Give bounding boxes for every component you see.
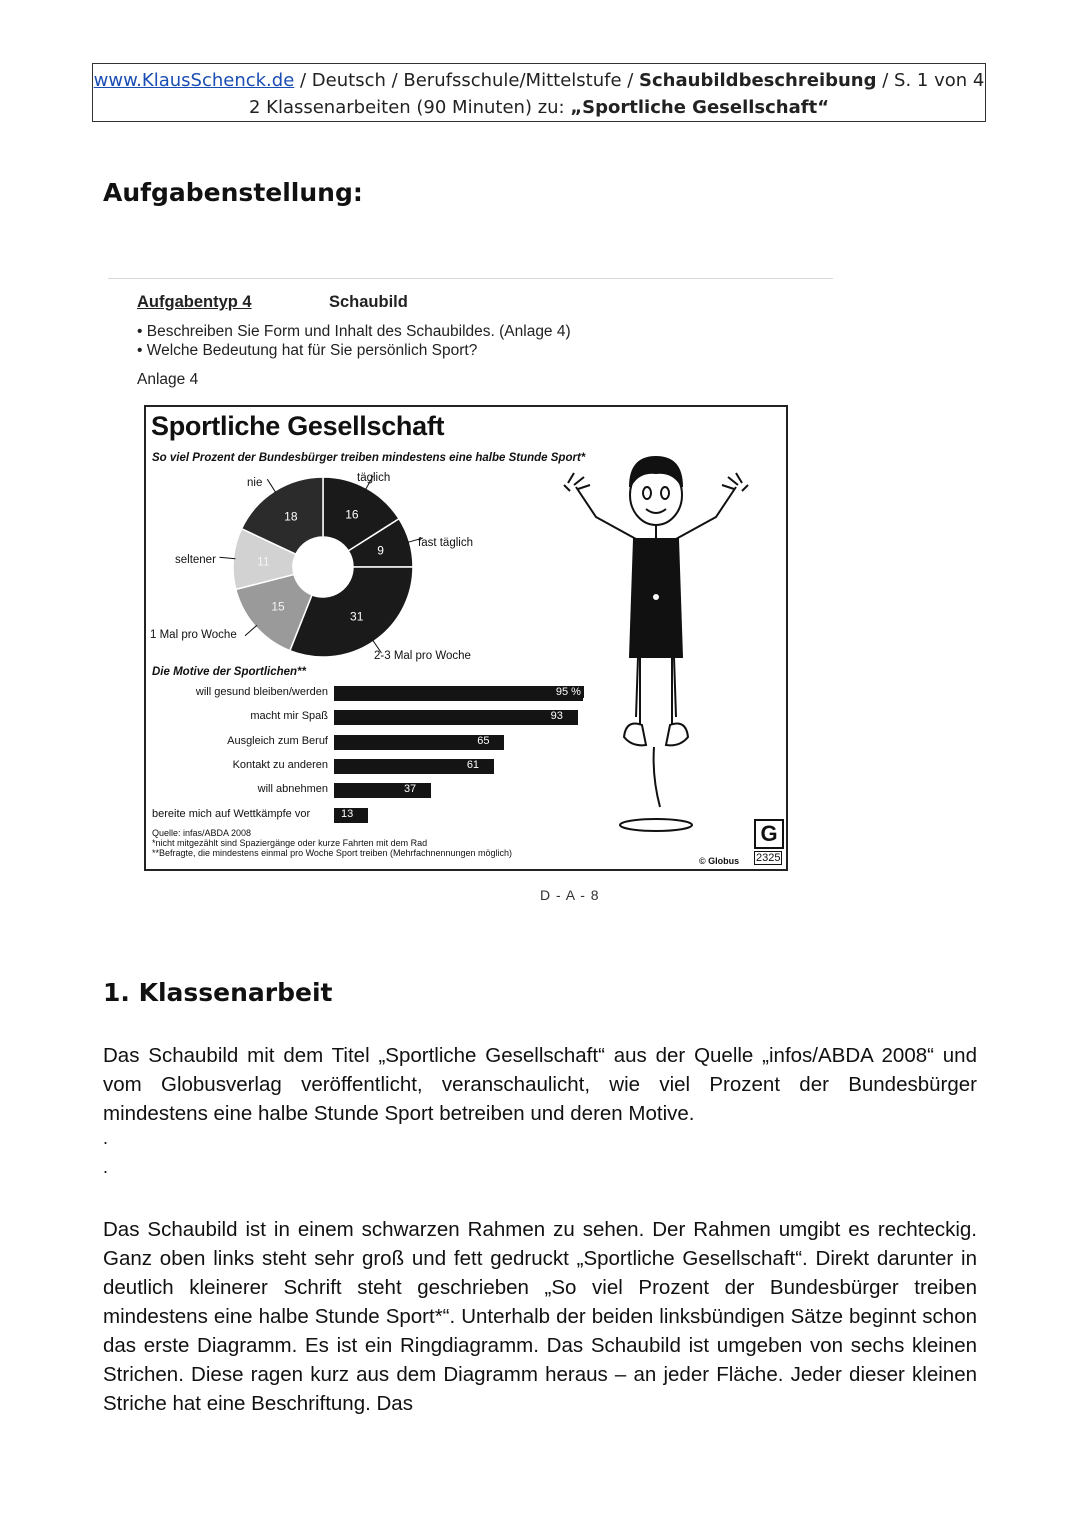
- bullet-dot-2: .: [103, 1157, 109, 1177]
- motive-label-1: macht mir Spaß: [250, 710, 328, 723]
- motive-label-4: will abnehmen: [257, 783, 328, 796]
- figure-source: Quelle: infas/ABDA 2008: [152, 828, 252, 838]
- motive-label-3: Kontakt zu anderen: [232, 758, 328, 771]
- motive-title: Die Motive der Sportlichen**: [152, 666, 307, 678]
- aufgabenstellung-heading: Aufgabenstellung:: [103, 178, 363, 207]
- figure-subtitle: So viel Prozent der Bundesbürger treiben mindestens eine halbe Stunde Sport*: [152, 452, 586, 464]
- anlage-label: Anlage 4: [137, 371, 199, 388]
- ring-label-seltener: seltener: [175, 554, 216, 566]
- paragraph-description: Das Schaubild ist in einem schwarzen Rahmen zu sehen. Der Rahmen umgibt es rechteckig. Ganz oben links steht sehr groß und fett gedruckt „Sportliche Gesellschaft“. Direkt darunter in deutlich kleinerer Schrift steht geschrieben „So viel Prozent der Bundesbürger treiben mindestens eine halbe Stunde Sport*“. Unterhalb der beiden linksbündigen Sätze beginnt schon das erste Diagramm. Es ist ein Ringdiagramm. Das Schaubild ist umgeben von sechs kleinen Strichen. Diese ragen kurz aus dem Diagramm heraus – an jeder Fläche. Jeder dieser kleinen Striche hat eine Beschriftung. Das: [103, 1218, 977, 1415]
- header-line-2: [93, 94, 985, 121]
- header-path: / Deutsch / Berufsschule/Mittelstufe /: [294, 70, 640, 91]
- website-link[interactable]: www.KlausSchenck.de: [93, 70, 295, 91]
- task-label: Schaubild: [329, 293, 408, 311]
- motive-label-2: Ausgleich zum Beruf: [227, 734, 328, 747]
- header-page: / S. 1 von 4: [876, 70, 985, 91]
- header-line-1: [93, 67, 985, 94]
- document-header: [92, 63, 986, 122]
- header-subtitle: 2 Klassenarbeiten (90 Minuten) zu:: [248, 97, 571, 118]
- ring-value-1: 9: [377, 543, 384, 558]
- motive-value-5: 13: [338, 808, 356, 820]
- ring-value-0: 16: [345, 507, 359, 522]
- motive-label-0: will gesund bleiben/werden: [195, 686, 328, 698]
- motive-value-0: 95 %: [553, 686, 584, 698]
- header-subtitle-topic: „Sportliche Gesellschaft“: [570, 97, 830, 118]
- task-bullet-1: • Beschreiben Sie Form und Inhalt des Schaubildes. (Anlage 4): [137, 323, 571, 340]
- ring-value-2: 31: [350, 609, 364, 624]
- motive-value-2: 65: [474, 735, 492, 747]
- task-bullet-2: • Welche Bedeutung hat für Sie persönlich Sport?: [137, 342, 478, 359]
- ring-value-4: 11: [257, 554, 270, 569]
- ring-label-fast-taeglich: fast täglich: [418, 537, 473, 549]
- globus-logo: [754, 819, 784, 849]
- figure-note-2: **Befragte, die mindestens einmal pro Woche Sport treiben (Mehrfachnennungen möglich): [152, 848, 513, 858]
- globus-publisher: © Globus: [699, 856, 740, 866]
- figure-note-1: *nicht mitgezählt sind Spaziergänge oder kurze Fahrten mit dem Rad: [152, 838, 428, 848]
- motive-value-4: 37: [401, 783, 419, 795]
- ring-value-5: 18: [284, 509, 298, 524]
- ring-label-1-mal: 1 Mal pro Woche: [150, 629, 237, 641]
- ring-value-3: 15: [271, 599, 285, 614]
- ring-leader-3: [245, 625, 257, 636]
- motive-value-1: 93: [548, 710, 566, 722]
- motive-value-3: 61: [464, 759, 482, 771]
- motive-label-5: bereite mich auf Wettkämpfe vor: [152, 807, 311, 820]
- ring-label-2-3-mal: 2-3 Mal pro Woche: [374, 650, 471, 662]
- ring-label-nie: nie: [247, 477, 263, 489]
- motive-bar-1: [334, 710, 578, 725]
- globus-logo-letter: G: [760, 821, 778, 846]
- scan-divider: [108, 278, 833, 279]
- figure-title: Sportliche Gesellschaft: [151, 411, 445, 441]
- bullet-dot-1: .: [103, 1128, 109, 1148]
- motive-bar-0: [334, 686, 583, 701]
- paragraph-intro: Das Schaubild mit dem Titel „Sportliche Gesellschaft“ aus der Quelle „infos/ABDA 2008“ und vom Globusverlag veröffentlicht, veranschaulicht, wie viel Prozent der Bundesbürger mindestens eine halbe Stunde Sport betreiben und deren Motive.: [103, 1044, 977, 1125]
- ring-center: [293, 537, 353, 597]
- globus-number: 2325: [756, 852, 781, 864]
- cartoon-athlete-illustration: [556, 447, 756, 847]
- task-type: Aufgabentyp 4: [137, 293, 252, 311]
- document-code: D - A - 8: [540, 887, 600, 903]
- schaubild-figure: [144, 405, 788, 871]
- ring-label-taeglich: täglich: [357, 472, 391, 484]
- header-topic: Schaubildbeschreibung: [639, 70, 877, 91]
- klassenarbeit-heading: 1. Klassenarbeit: [103, 978, 333, 1007]
- ring-leader-5: [267, 479, 276, 493]
